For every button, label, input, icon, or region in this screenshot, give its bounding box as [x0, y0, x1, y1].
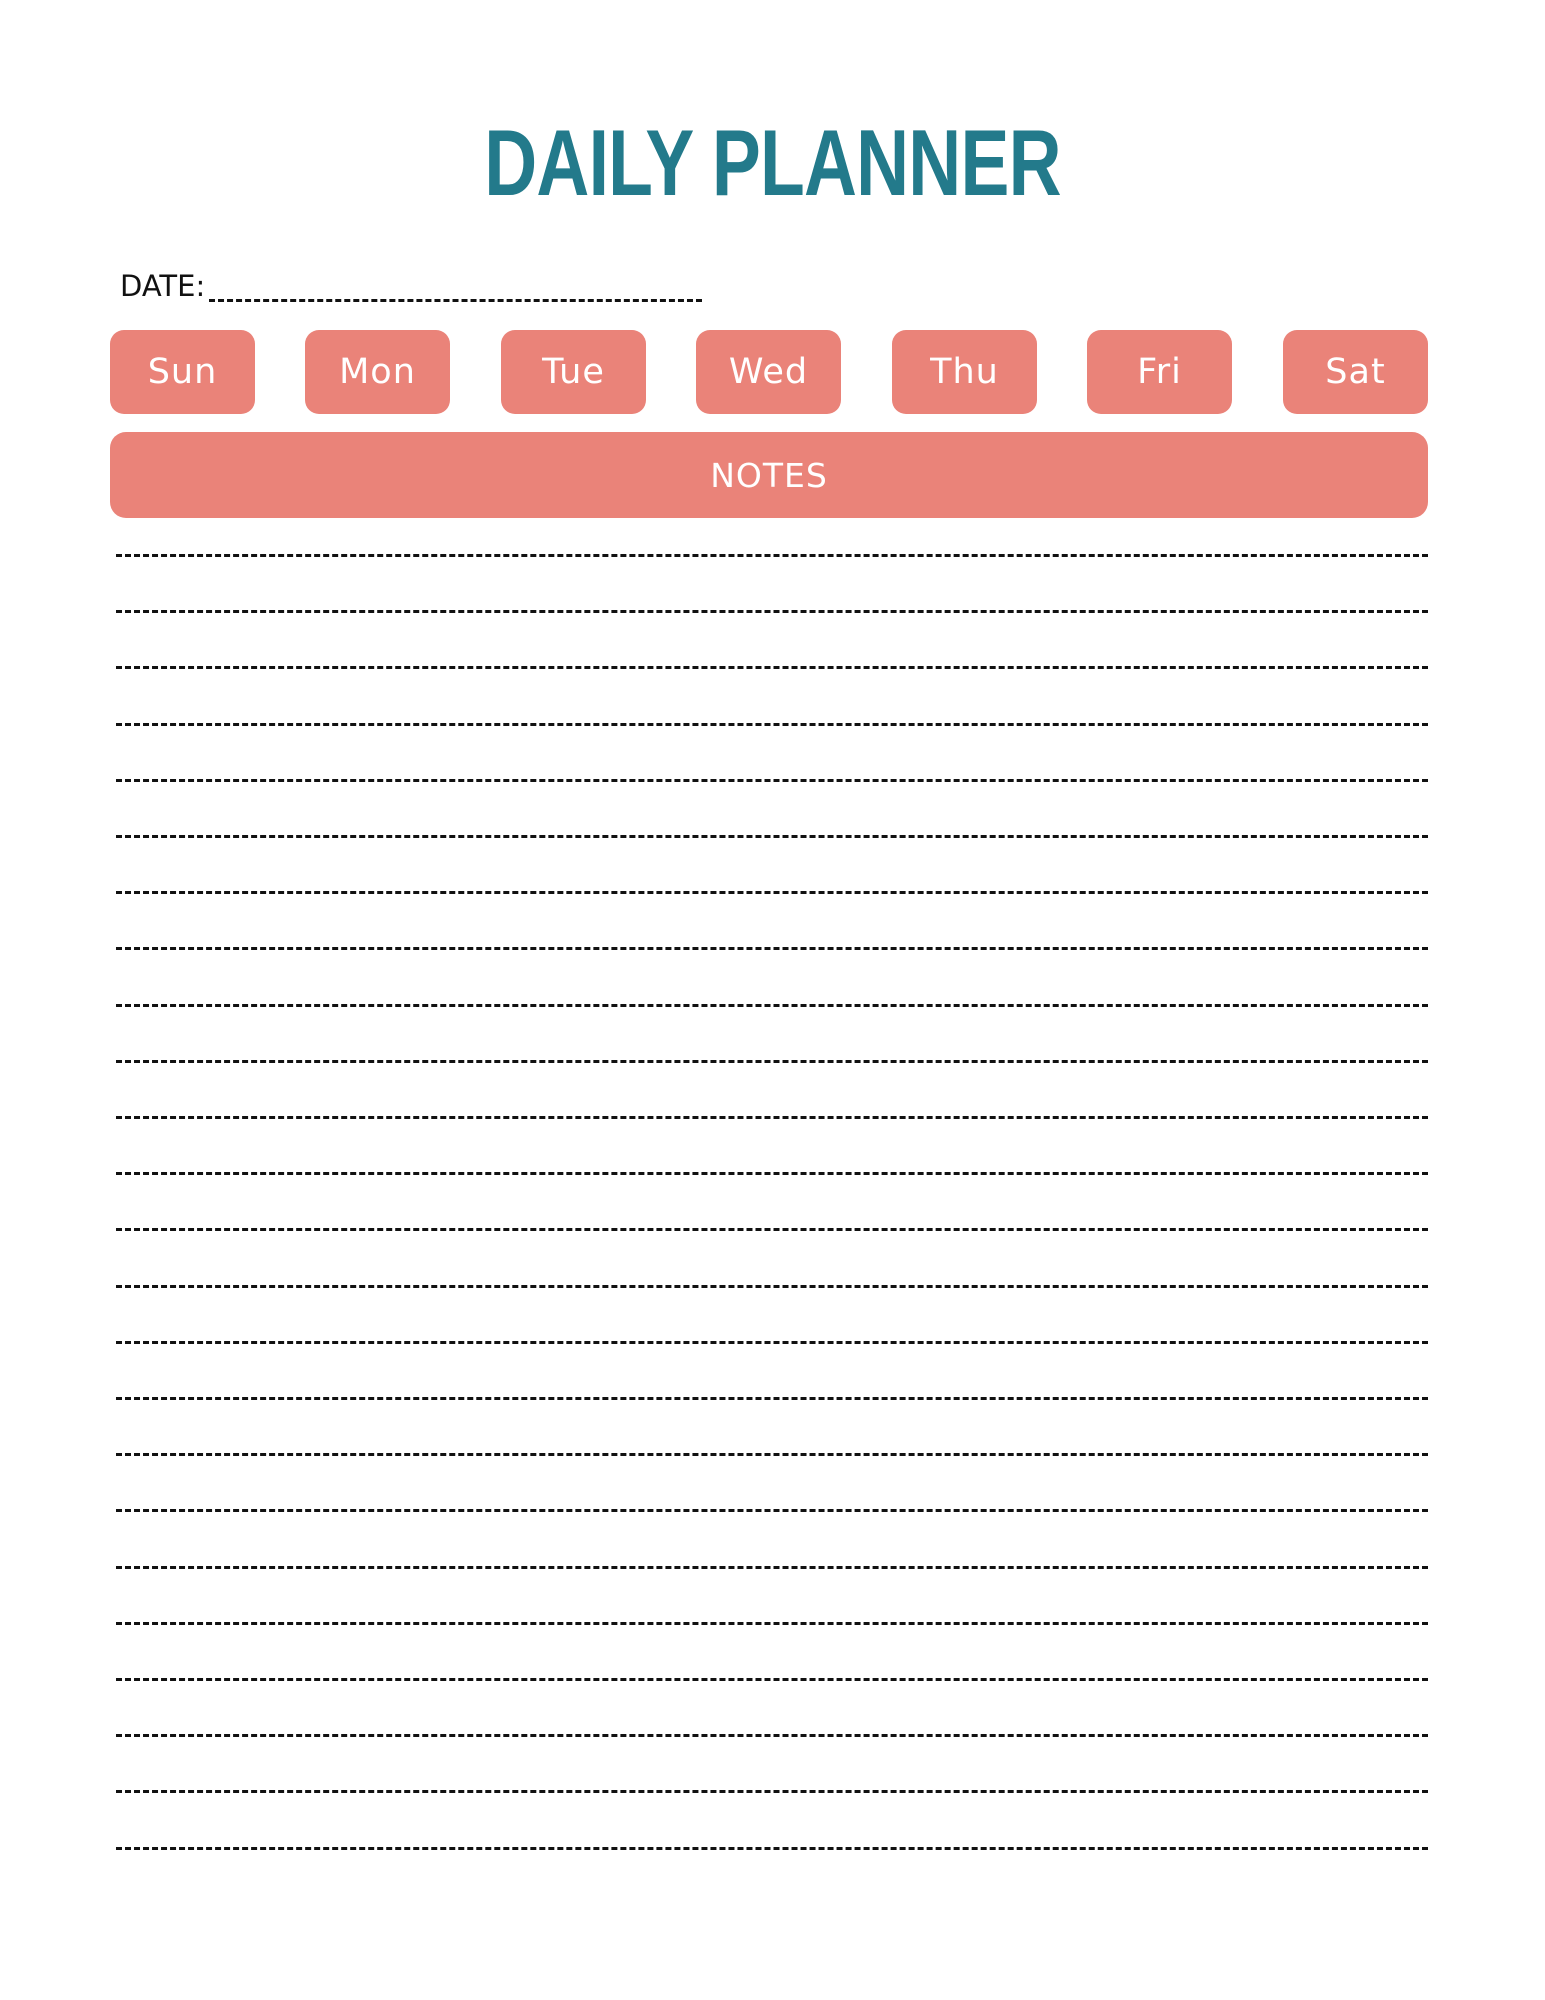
note-line[interactable]: [116, 1116, 1428, 1119]
note-line[interactable]: [116, 666, 1428, 669]
note-line[interactable]: [116, 779, 1428, 782]
note-line[interactable]: [116, 1060, 1428, 1063]
note-line[interactable]: [116, 947, 1428, 950]
page-title: DAILY PLANNER: [484, 110, 1061, 215]
notes-header: NOTES: [110, 432, 1428, 518]
note-line[interactable]: [116, 835, 1428, 838]
note-line[interactable]: [116, 723, 1428, 726]
note-line[interactable]: [116, 1285, 1428, 1288]
note-line[interactable]: [116, 1228, 1428, 1231]
note-line[interactable]: [116, 1622, 1428, 1625]
date-label: DATE:: [120, 269, 206, 303]
date-row: [120, 254, 702, 304]
note-line[interactable]: [116, 1453, 1428, 1456]
day-button-fri[interactable]: Fri: [1087, 330, 1232, 414]
note-line[interactable]: [116, 1734, 1428, 1737]
note-line[interactable]: [116, 1678, 1428, 1681]
note-line[interactable]: [116, 1509, 1428, 1512]
note-line[interactable]: [116, 1397, 1428, 1400]
note-line[interactable]: [116, 1341, 1428, 1344]
day-button-sat[interactable]: Sat: [1283, 330, 1428, 414]
day-button-sun[interactable]: Sun: [110, 330, 255, 414]
note-line[interactable]: [116, 1790, 1428, 1793]
note-line[interactable]: [116, 891, 1428, 894]
date-field[interactable]: [209, 299, 702, 302]
day-button-tue[interactable]: Tue: [501, 330, 646, 414]
note-line[interactable]: [116, 554, 1428, 557]
day-button-wed[interactable]: Wed: [696, 330, 841, 414]
note-line[interactable]: [116, 1847, 1428, 1850]
day-button-thu[interactable]: Thu: [892, 330, 1037, 414]
note-line[interactable]: [116, 1566, 1428, 1569]
note-line[interactable]: [116, 610, 1428, 613]
note-line[interactable]: [116, 1172, 1428, 1175]
note-line[interactable]: [116, 1004, 1428, 1007]
day-button-mon[interactable]: Mon: [305, 330, 450, 414]
